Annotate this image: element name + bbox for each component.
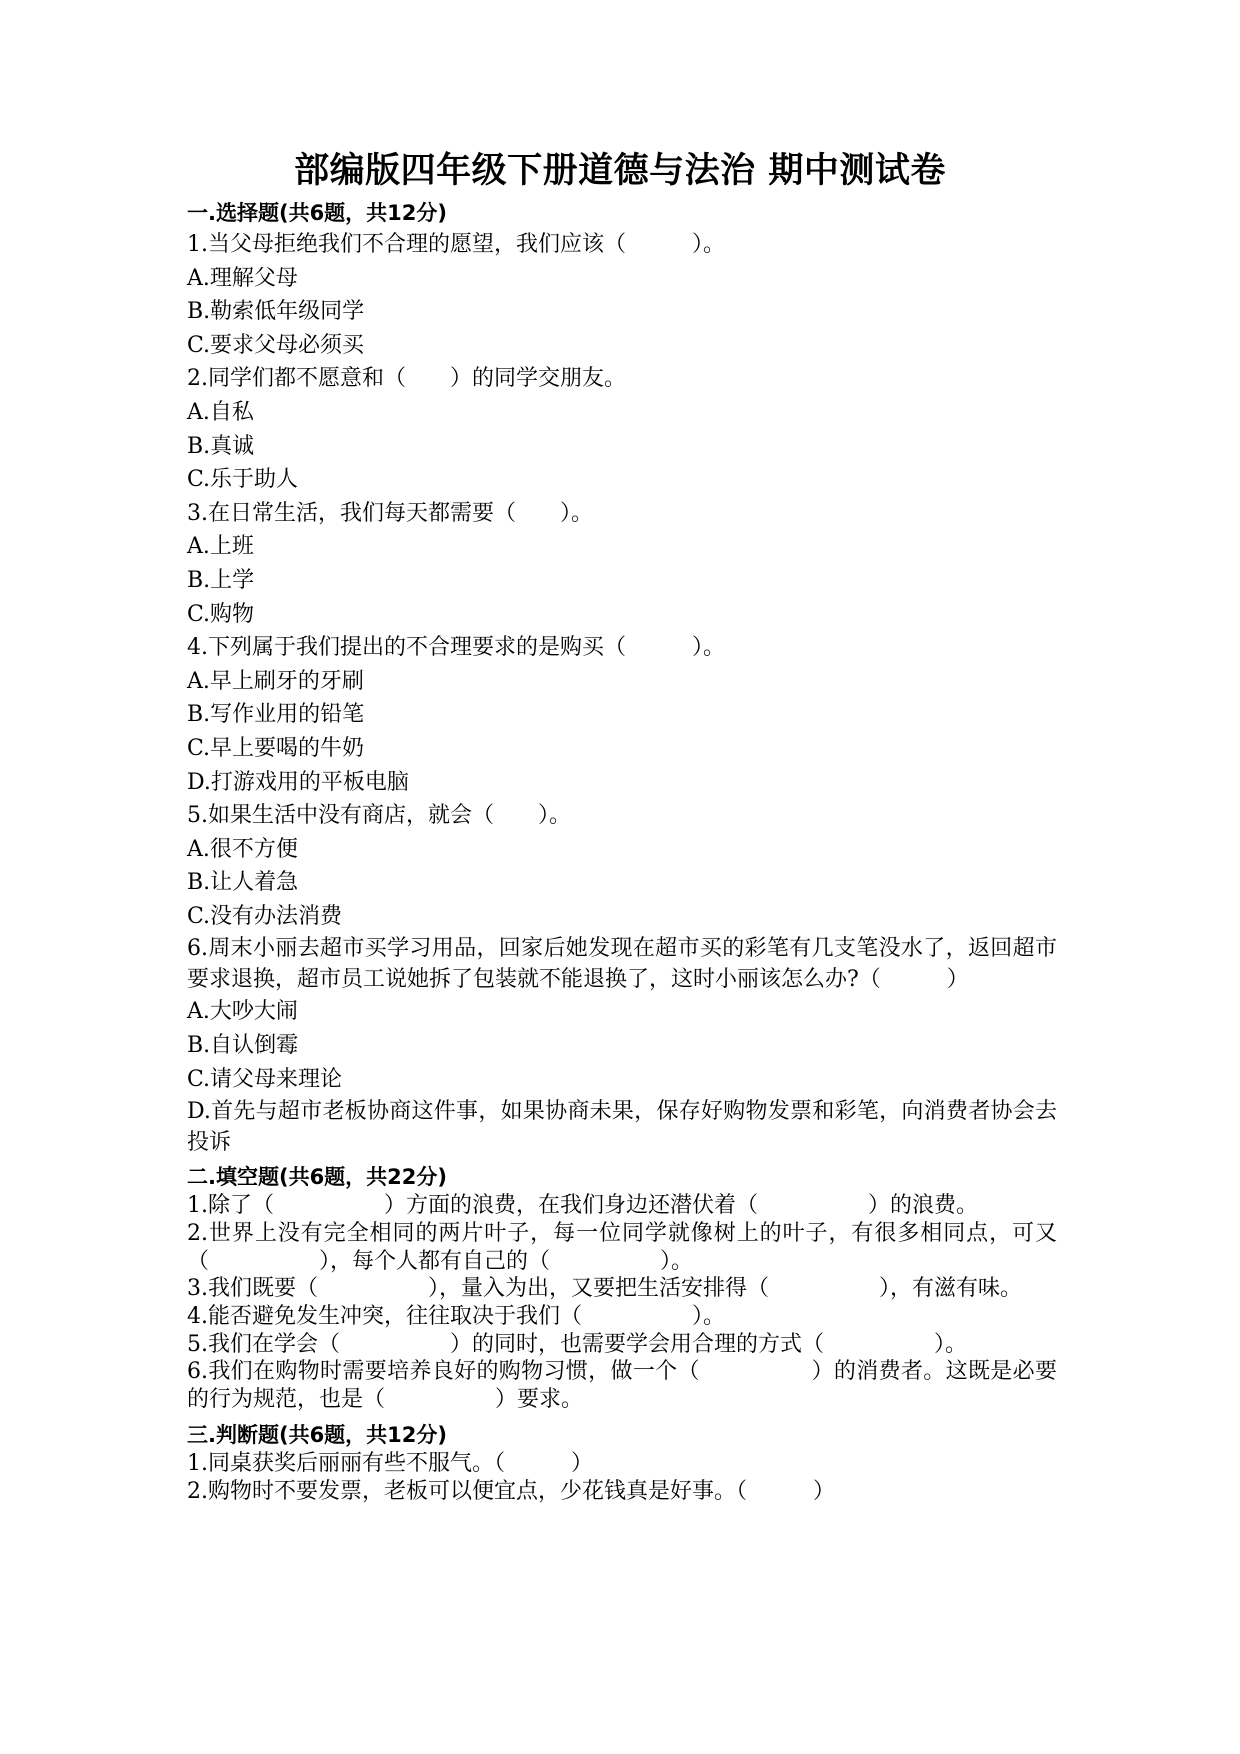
judge-section-heading: 三.判断题(共6题，共12分) bbox=[187, 1422, 448, 1447]
choice-option: A.大吵大闹 bbox=[187, 999, 298, 1025]
choice-option: C.早上要喝的牛奶 bbox=[187, 735, 365, 761]
choice-question-1: 1.当父母拒绝我们不合理的愿望，我们应该（ ）。 bbox=[187, 232, 725, 257]
fill-question-4: 4.能否避免发生冲突，往往取决于我们（ ）。 bbox=[187, 1304, 725, 1330]
fill-section bbox=[187, 1162, 1057, 1414]
judge-question-1: 1.同桌获奖后丽丽有些不服气。（ ） bbox=[187, 1450, 593, 1476]
choice-option: A.上班 bbox=[187, 534, 254, 560]
choice-option: C.购物 bbox=[187, 601, 255, 627]
choice-option: C.要求父母必须买 bbox=[187, 332, 365, 358]
choice-question-4: 4.下列属于我们提出的不合理要求的是购买（ ）。 bbox=[187, 635, 725, 661]
choice-option: B.上学 bbox=[187, 567, 255, 593]
judge-question-2: 2.购物时不要发票，老板可以便宜点，少花钱真是好事。（ ） bbox=[187, 1478, 835, 1504]
choice-section bbox=[187, 198, 1057, 1158]
choice-option: A.早上刷牙的牙刷 bbox=[187, 668, 364, 694]
choice-option: B.真诚 bbox=[187, 433, 255, 459]
choice-question-2: 2.同学们都不愿意和（ ）的同学交朋友。 bbox=[187, 366, 626, 392]
fill-section-heading: 二.填空题(共6题，共22分) bbox=[187, 1165, 448, 1190]
choice-question-3: 3.在日常生活，我们每天都需要（ ）。 bbox=[187, 500, 593, 526]
choice-option: C.乐于助人 bbox=[187, 467, 299, 493]
fill-question-2: 2.世界上没有完全相同的两片叶子，每一位同学就像树上的叶子，有很多相同点，可又（ ），每个人都有自己的（ ）。 bbox=[187, 1220, 1057, 1274]
fill-question-1: 1.除了（ ）方面的浪费，在我们身边还潜伏着（ ）的浪费。 bbox=[187, 1193, 978, 1219]
fill-question-3: 3.我们既要（ ），量入为出，又要把生活安排得（ ），有滋有味。 bbox=[187, 1276, 1022, 1302]
choice-section-heading: 一.选择题(共6题，共12分) bbox=[187, 201, 448, 225]
fill-question-6: 6.我们在购物时需要培养良好的购物习惯，做一个（ ）的消费者。这既是必要的行为规范，也是（ ）要求。 bbox=[187, 1359, 1057, 1413]
choice-option: C.没有办法消费 bbox=[187, 903, 343, 929]
exam-content bbox=[187, 198, 1057, 1505]
choice-option: A.自私 bbox=[187, 399, 254, 425]
choice-question-5: 5.如果生活中没有商店，就会（ ）。 bbox=[187, 803, 571, 829]
choice-option: A.理解父母 bbox=[187, 265, 298, 291]
choice-option: B.自认倒霉 bbox=[187, 1033, 299, 1059]
choice-option: D.打游戏用的平板电脑 bbox=[187, 769, 409, 795]
fill-question-5: 5.我们在学会（ ）的同时，也需要学会用合理的方式（ ）。 bbox=[187, 1331, 967, 1357]
choice-option: C.请父母来理论 bbox=[187, 1066, 343, 1092]
choice-question-6: 6.周末小丽去超市买学习用品，回家后她发现在超市买的彩笔有几支笔没水了，返回超市要求退换，超市员工说她拆了包装就不能退换了，这时小丽该怎么办?（ ） bbox=[187, 936, 1057, 993]
exam-title: 部编版四年级下册道德与法治 期中测试卷 bbox=[294, 151, 946, 191]
choice-option: A.很不方便 bbox=[187, 836, 298, 862]
choice-option: D.首先与超市老板协商这件事，如果协商未果，保存好购物发票和彩笔，向消费者协会去投诉 bbox=[187, 1099, 1057, 1156]
choice-option: B.让人着急 bbox=[187, 870, 299, 896]
judge-section bbox=[187, 1420, 1057, 1505]
choice-option: B.勒索低年级同学 bbox=[187, 299, 365, 325]
choice-option: B.写作业用的铅笔 bbox=[187, 702, 365, 728]
